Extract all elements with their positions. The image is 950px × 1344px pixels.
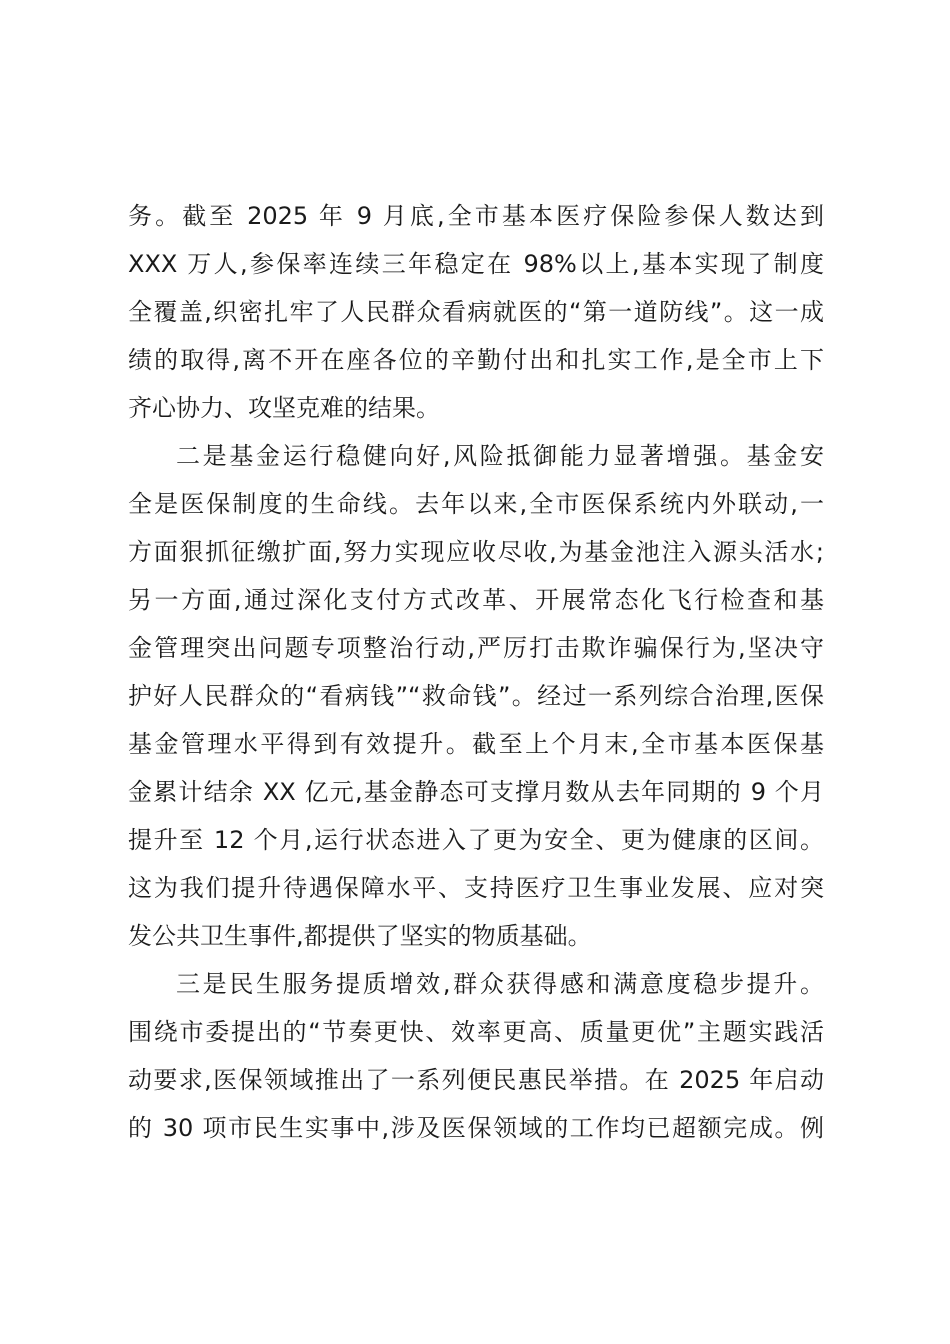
paragraph-fund-operation xyxy=(128,432,824,960)
text-line: 务。截至 2025 年 9 月底,全市基本医疗保险参保人数达到 xyxy=(128,202,824,230)
text-line: 发公共卫生事件,都提供了坚实的物质基础。 xyxy=(128,922,592,950)
paragraph-public-service xyxy=(128,960,824,1152)
text-line: 护好人民群众的“看病钱”“救命钱”。经过一系列综合治理,医保 xyxy=(128,682,824,710)
text-line: 围绕市委提出的“节奏更快、效率更高、质量更优”主题实践活 xyxy=(128,1018,824,1046)
text-line: 这为我们提升待遇保障水平、支持医疗卫生事业发展、应对突 xyxy=(128,874,824,902)
text-line: 金管理突出问题专项整治行动,严厉打击欺诈骗保行为,坚决守 xyxy=(128,634,824,662)
text-line: 的 30 项市民生实事中,涉及医保领域的工作均已超额完成。例 xyxy=(128,1114,824,1142)
paragraph-coverage xyxy=(128,192,824,432)
text-line: 全覆盖,织密扎牢了人民群众看病就医的“第一道防线”。这一成 xyxy=(128,298,824,326)
text-line: XXX 万人,参保率连续三年稳定在 98%以上,基本实现了制度 xyxy=(128,250,824,278)
text-line: 方面狠抓征缴扩面,努力实现应收尽收,为基金池注入源头活水; xyxy=(128,538,824,566)
text-line: 基金管理水平得到有效提升。截至上个月末,全市基本医保基 xyxy=(128,730,824,758)
document-body xyxy=(128,192,824,1152)
text-line: 三是民生服务提质增效,群众获得感和满意度稳步提升。 xyxy=(176,970,824,998)
text-line: 提升至 12 个月,运行状态进入了更为安全、更为健康的区间。 xyxy=(128,826,824,854)
text-line: 动要求,医保领域推出了一系列便民惠民举措。在 2025 年启动 xyxy=(128,1066,824,1094)
text-line: 金累计结余 XX 亿元,基金静态可支撑月数从去年同期的 9 个月 xyxy=(128,778,824,806)
text-line: 绩的取得,离不开在座各位的辛勤付出和扎实工作,是全市上下 xyxy=(128,346,824,374)
text-line: 齐心协力、攻坚克难的结果。 xyxy=(128,394,440,422)
text-line: 全是医保制度的生命线。去年以来,全市医保系统内外联动,一 xyxy=(128,490,824,518)
text-line: 另一方面,通过深化支付方式改革、开展常态化飞行检查和基 xyxy=(128,586,824,614)
text-line: 二是基金运行稳健向好,风险抵御能力显著增强。基金安 xyxy=(176,442,824,470)
